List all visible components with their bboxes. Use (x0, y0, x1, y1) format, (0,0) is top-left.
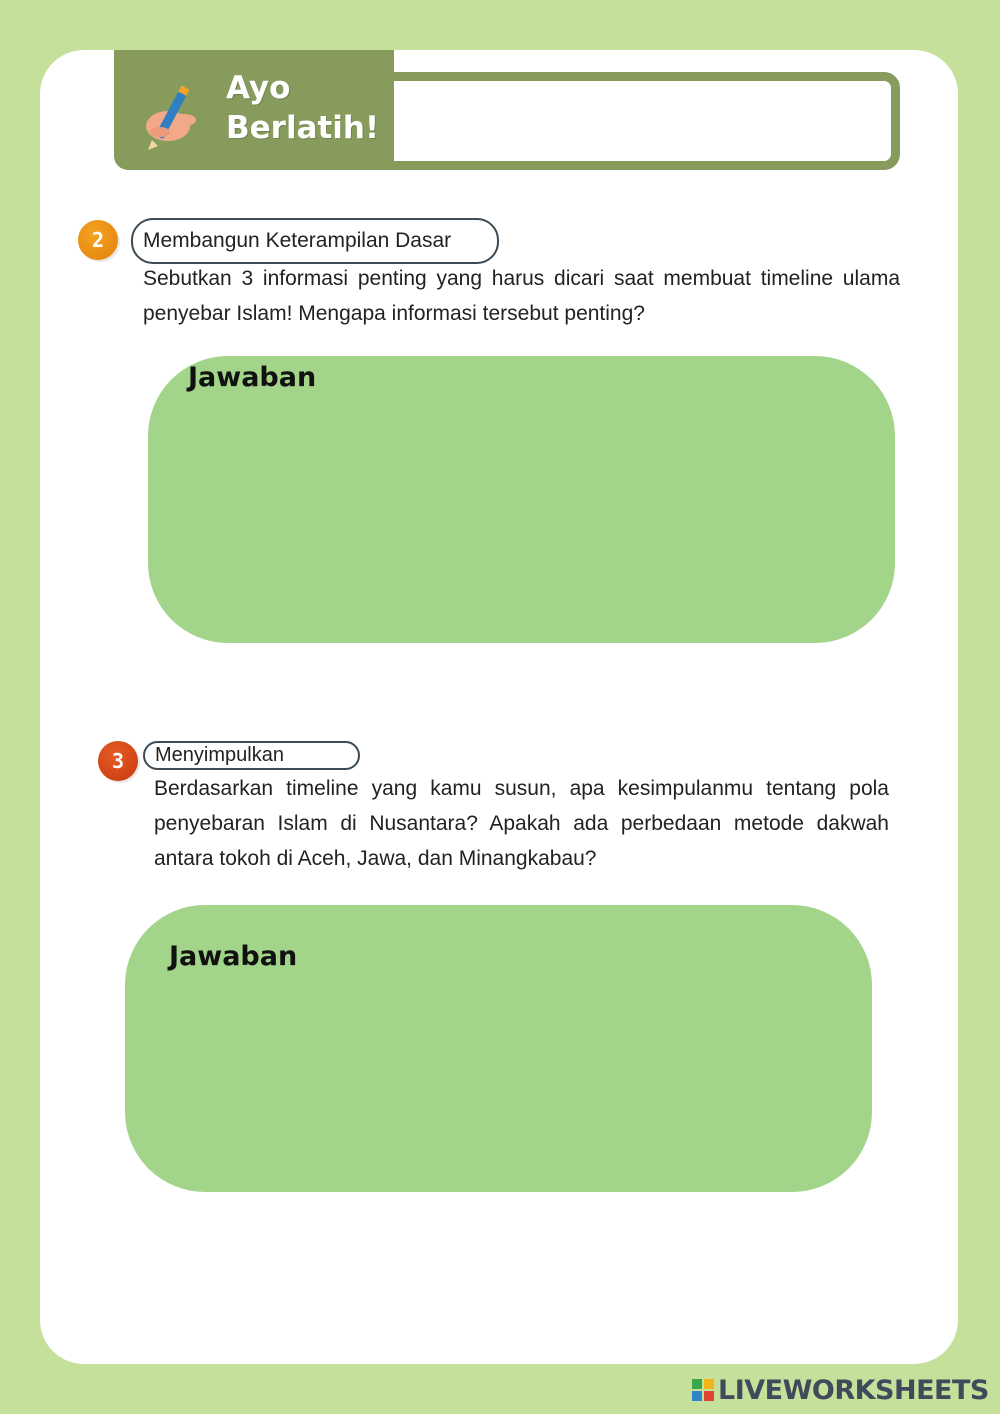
footer-brand (692, 1374, 989, 1406)
question-text: Sebutkan 3 informasi penting yang harus dicari saat membuat timeline ulama penyebar Islam! Mengapa informasi tersebut penting? (143, 267, 900, 325)
answer-label: Jawaban (169, 941, 298, 972)
skill-label: Membangun Keterampilan Dasar (131, 218, 499, 264)
skill-label: Menyimpulkan (143, 741, 360, 770)
pencil-hand-icon (138, 80, 210, 152)
header-title: Ayo Berlatih! (226, 70, 380, 146)
header-tab (114, 50, 394, 170)
answer-box[interactable] (125, 905, 872, 1192)
answer-box[interactable] (148, 356, 895, 643)
question-number-badge: 2 (78, 220, 118, 260)
question-number-badge: 3 (98, 741, 138, 781)
brand-text: LIVEWORKSHEETS (718, 1374, 989, 1406)
liveworksheets-logo-icon (692, 1379, 714, 1401)
answer-label: Jawaban (188, 362, 317, 393)
question-text: Berdasarkan timeline yang kamu susun, apa kesimpulanmu tentang pola penyebaran Islam di Nusantara? Apakah ada perbedaan metode dakwah antara tokoh di Aceh, Jawa, dan Minangkabau? (154, 777, 889, 870)
